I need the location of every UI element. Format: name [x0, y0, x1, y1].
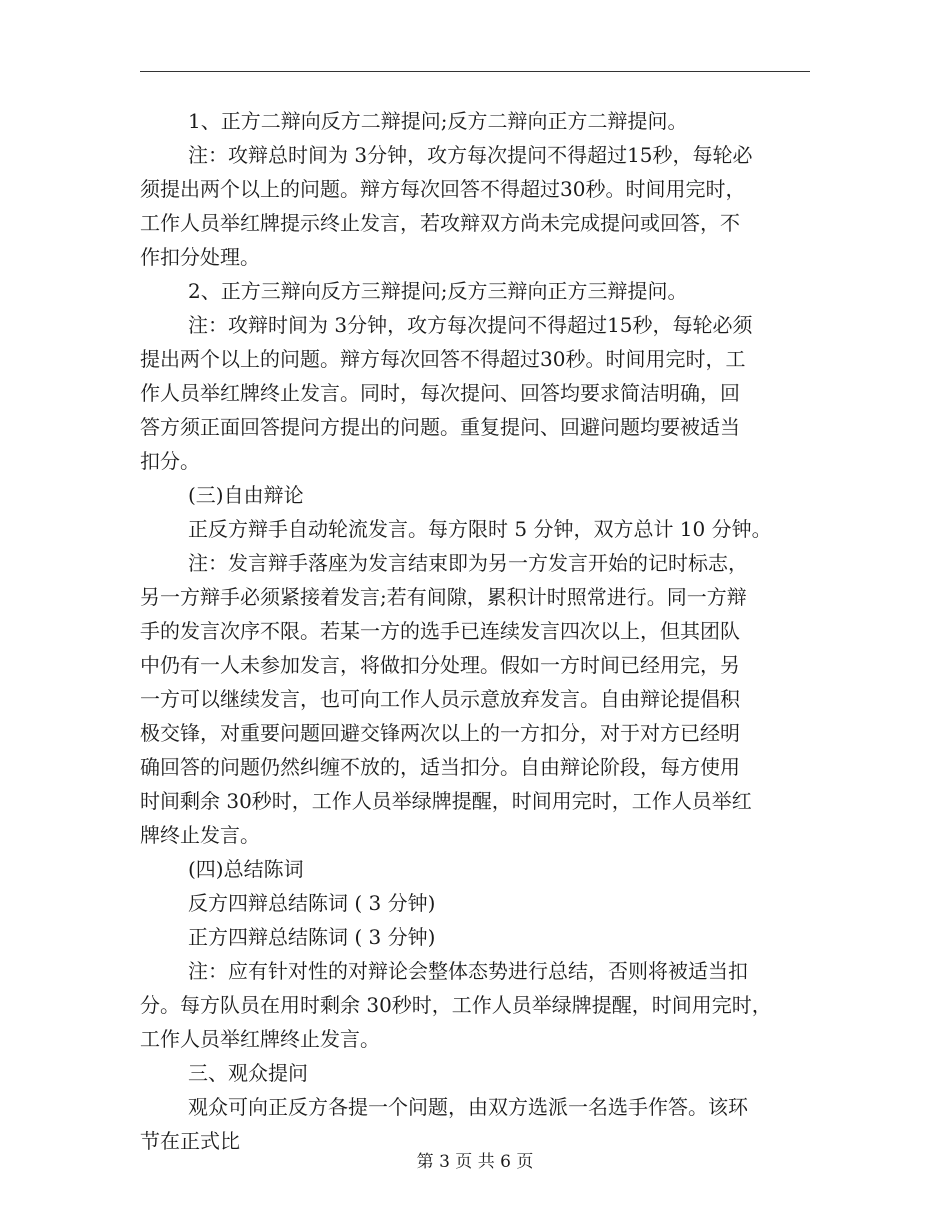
text-line: 工作人员举红牌终止发言。: [140, 1027, 380, 1051]
document-body: [140, 104, 840, 1158]
text-line: 时间剩余 30秒时，工作人员举绿牌提醒，时间用完时，工作人员举红: [140, 789, 752, 813]
text-line: 三、观众提问: [188, 1061, 308, 1085]
text-line: 注：攻辩时间为 3分钟，攻方每次提问不得超过15秒，每轮必须: [188, 313, 753, 337]
text-line: 注：发言辩手落座为发言结束即为另一方发言开始的记时标志，: [188, 551, 748, 575]
text-line: (三)自由辩论: [188, 483, 304, 507]
text-line: 工作人员举红牌提示终止发言，若攻辩双方尚未完成提问或回答，不: [140, 211, 740, 235]
text-line: 牌终止发言。: [140, 823, 260, 847]
text-line: 确回答的问题仍然纠缠不放的，适当扣分。自由辩论阶段，每方使用: [140, 755, 740, 779]
text-line: (四)总结陈词: [188, 857, 304, 881]
text-line: 反方四辩总结陈词 ( 3 分钟): [188, 891, 436, 915]
text-line: 作人员举红牌终止发言。同时，每次提问、回答均要求简洁明确，回: [140, 381, 740, 405]
text-line: 极交锋，对重要问题回避交锋两次以上的一方扣分，对于对方已经明: [140, 721, 740, 745]
text-line: 作扣分处理。: [140, 245, 260, 269]
text-line: 答方须正面回答提问方提出的问题。重复提问、回避问题均要被适当: [140, 415, 740, 439]
text-line: 1、正方二辩向反方二辩提问;反方二辩向正方二辩提问。: [188, 109, 688, 133]
text-line: 一方可以继续发言，也可向工作人员示意放弃发言。自由辩论提倡积: [140, 687, 740, 711]
text-line: 须提出两个以上的问题。辩方每次回答不得超过30秒。时间用完时，: [140, 177, 746, 201]
text-line: 手的发言次序不限。若某一方的选手已连续发言四次以上，但其团队: [140, 619, 740, 643]
text-line: 注：应有针对性的对辩论会整体态势进行总结，否则将被适当扣: [188, 959, 748, 983]
header-rule: [140, 71, 810, 72]
text-line: 节在正式比: [140, 1129, 240, 1153]
page-footer: 第 3 页 共 6 页: [416, 1152, 534, 1172]
text-line: 正方四辩总结陈词 ( 3 分钟): [188, 925, 436, 949]
text-line: 注：攻辩总时间为 3分钟，攻方每次提问不得超过15秒，每轮必: [188, 143, 753, 167]
text-line: 观众可向正反方各提一个问题，由双方选派一名选手作答。该环: [188, 1095, 748, 1119]
text-line: 分。每方队员在用时剩余 30秒时，工作人员举绿牌提醒，时间用完时，: [140, 993, 772, 1017]
text-line: 另一方辩手必须紧接着发言;若有间隙，累积计时照常进行。同一方辩: [140, 585, 747, 609]
text-line: 扣分。: [140, 449, 200, 473]
text-line: 2、正方三辩向反方三辩提问;反方三辩向正方三辩提问。: [188, 279, 688, 303]
text-line: 正反方辩手自动轮流发言。每方限时 5 分钟，双方总计 10 分钟。: [188, 517, 772, 541]
text-line: 中仍有一人未参加发言，将做扣分处理。假如一方时间已经用完，另: [140, 653, 740, 677]
text-line: 提出两个以上的问题。辩方每次回答不得超过30秒。时间用完时，工: [140, 347, 746, 371]
